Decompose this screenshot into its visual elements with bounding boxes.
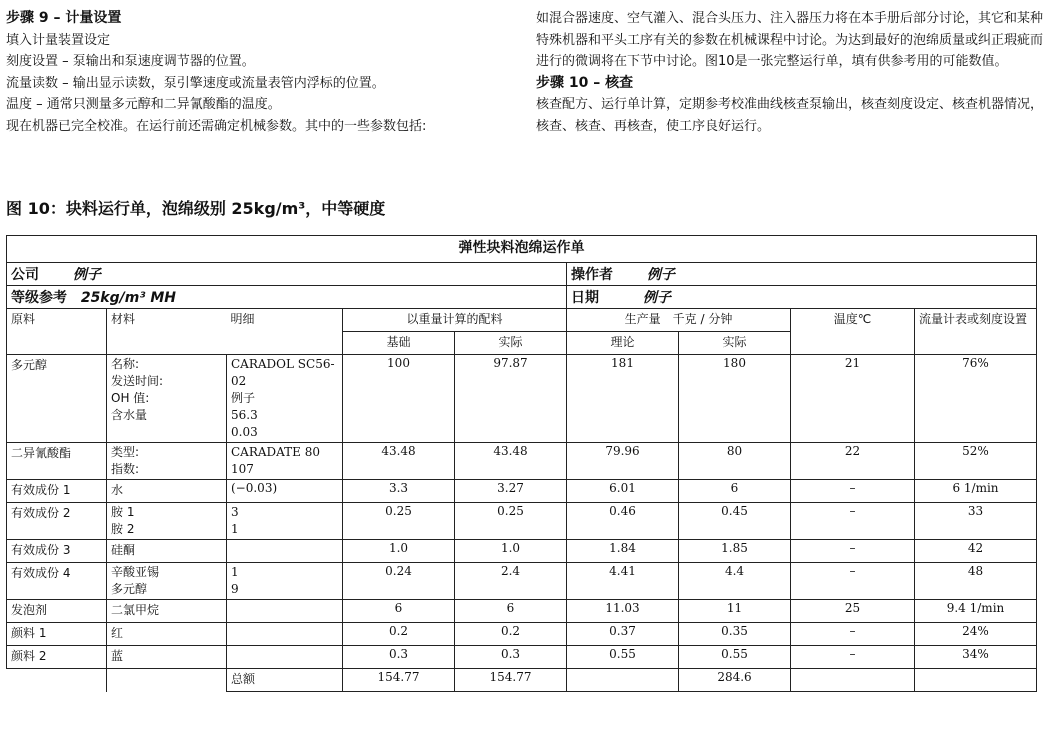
row-raw: 二异氰酸酯	[7, 443, 107, 480]
row-detail	[227, 443, 343, 480]
row-base: 6	[343, 600, 455, 623]
date-label: 日期	[571, 290, 599, 306]
row-detail	[227, 600, 343, 623]
row-actual: 97.87	[455, 355, 567, 443]
header-actual: 实际	[455, 332, 567, 355]
row-material	[107, 443, 227, 480]
date-cell	[567, 286, 1037, 309]
row-temp: –	[791, 646, 915, 669]
row-actual: 0.2	[455, 623, 567, 646]
row-actual-output: 1.85	[679, 540, 791, 563]
material-line: 多元醇	[111, 582, 148, 596]
row-material: 蓝	[107, 646, 227, 669]
left-line-2: 刻度设置 – 泵输出和泵速度调节器的位置。	[6, 54, 255, 69]
header-output: 生产量 千克 / 分钟	[567, 309, 791, 332]
row-actual-output: 0.35	[679, 623, 791, 646]
row-raw: 有效成份 1	[7, 480, 107, 503]
row-theory: 6.01	[567, 480, 679, 503]
row-theory: 1.84	[567, 540, 679, 563]
row-base: 0.24	[343, 563, 455, 600]
table-row	[7, 540, 1037, 563]
right-text-column	[536, 8, 1044, 137]
detail-line: 56.3	[231, 408, 258, 422]
row-flow: 42	[915, 540, 1037, 563]
sheet-title: 弹性块料泡绵运作单	[7, 236, 1037, 263]
left-line-1: 填入计量装置设定	[6, 32, 111, 48]
table-row	[7, 623, 1037, 646]
row-actual: 0.3	[455, 646, 567, 669]
detail-line: CARADOL SC56-02	[231, 357, 335, 388]
row-temp: –	[791, 563, 915, 600]
grade-value: 25kg/m³ MH	[80, 290, 176, 306]
table-row	[7, 480, 1037, 503]
row-raw: 有效成份 4	[7, 563, 107, 600]
row-flow: 33	[915, 503, 1037, 540]
row-detail	[227, 503, 343, 540]
row-temp: –	[791, 503, 915, 540]
table-row	[7, 355, 1037, 443]
row-flow: 9.4 1/min	[915, 600, 1037, 623]
header-temp: 温度℃	[791, 309, 915, 355]
row-flow: 6 1/min	[915, 480, 1037, 503]
run-sheet-table	[6, 235, 1037, 692]
row-actual-output: 80	[679, 443, 791, 480]
header-detail: 明细	[227, 309, 343, 355]
row-theory: 11.03	[567, 600, 679, 623]
total-label: 总额	[227, 669, 343, 692]
row-material: 硅酮	[107, 540, 227, 563]
table-row	[7, 443, 1037, 480]
row-actual-output: 0.45	[679, 503, 791, 540]
row-actual: 6	[455, 600, 567, 623]
row-temp: –	[791, 540, 915, 563]
material-line: 含水量	[111, 408, 148, 422]
row-detail	[227, 540, 343, 563]
grade-cell	[7, 286, 567, 309]
row-base: 0.2	[343, 623, 455, 646]
row-flow: 76%	[915, 355, 1037, 443]
table-row	[7, 503, 1037, 540]
header-raw: 原料	[7, 309, 107, 355]
row-detail	[227, 563, 343, 600]
operator-cell	[567, 263, 1037, 286]
row-actual: 0.25	[455, 503, 567, 540]
material-line: OH 值:	[111, 391, 150, 405]
row-actual: 43.48	[455, 443, 567, 480]
grade-label: 等级参考	[11, 290, 67, 306]
operator-value: 例子	[646, 267, 675, 283]
row-raw: 有效成份 2	[7, 503, 107, 540]
total-temp	[791, 669, 915, 692]
row-detail: (−0.03)	[227, 480, 343, 503]
row-theory: 0.37	[567, 623, 679, 646]
total-blank	[107, 669, 227, 692]
company-cell	[7, 263, 567, 286]
row-base: 0.25	[343, 503, 455, 540]
row-raw: 颜料 2	[7, 646, 107, 669]
material-line: 类型:	[111, 445, 140, 459]
row-actual-output: 6	[679, 480, 791, 503]
row-base: 43.48	[343, 443, 455, 480]
row-flow: 48	[915, 563, 1037, 600]
row-detail	[227, 355, 343, 443]
right-intro-paragraph: 如混合器速度、空气灌入、混合头压力、注入器压力将在本手册后部分讨论，其它和某种特殊机器和平头工序有关的参数在机械课程中讨论。为达到最好的泡绵质量或纠正瑕疵而进行的微调将在下节中讨论。图10是一张完整运行单，填有供参考用的可能数值。	[536, 11, 1044, 69]
row-theory: 4.41	[567, 563, 679, 600]
total-actual-output: 284.6	[679, 669, 791, 692]
header-formulation: 以重量计算的配料	[343, 309, 567, 332]
step9-heading: 步骤 9 – 计量设置	[6, 10, 122, 26]
company-value: 例子	[72, 267, 101, 283]
row-temp: 22	[791, 443, 915, 480]
total-flow	[915, 669, 1037, 692]
row-base: 3.3	[343, 480, 455, 503]
total-theory	[567, 669, 679, 692]
detail-line: 1	[231, 522, 239, 536]
detail-line: 0.03	[231, 425, 258, 439]
row-raw: 发泡剂	[7, 600, 107, 623]
total-row	[7, 669, 1037, 692]
row-temp: 21	[791, 355, 915, 443]
row-flow: 52%	[915, 443, 1037, 480]
operator-label: 操作者	[571, 267, 613, 283]
row-base: 1.0	[343, 540, 455, 563]
header-theory: 理论	[567, 332, 679, 355]
row-material	[107, 503, 227, 540]
table-row	[7, 563, 1037, 600]
total-actual: 154.77	[455, 669, 567, 692]
total-base: 154.77	[343, 669, 455, 692]
row-actual: 3.27	[455, 480, 567, 503]
row-detail	[227, 623, 343, 646]
row-actual-output: 180	[679, 355, 791, 443]
row-theory: 0.46	[567, 503, 679, 540]
row-detail	[227, 646, 343, 669]
row-theory: 0.55	[567, 646, 679, 669]
row-flow: 34%	[915, 646, 1037, 669]
row-material: 二氯甲烷	[107, 600, 227, 623]
row-material	[107, 355, 227, 443]
row-material: 水	[107, 480, 227, 503]
step10-heading: 步骤 10 – 核查	[536, 74, 634, 91]
left-line-3: 流量读数 – 输出显示读数，泵引擎速度或流量表管内浮标的位置。	[6, 75, 385, 91]
row-actual-output: 11	[679, 600, 791, 623]
detail-line: 9	[231, 582, 239, 596]
left-line-4: 温度 – 通常只测量多元醇和二异氰酸酯的温度。	[6, 97, 281, 112]
row-raw: 有效成份 3	[7, 540, 107, 563]
table-row	[7, 646, 1037, 669]
header-material: 材料	[107, 309, 227, 355]
material-line: 辛酸亚锡	[111, 565, 160, 579]
material-line: 名称:	[111, 357, 140, 371]
right-body-paragraph: 核查配方、运行单计算，定期参考校准曲线核查泵输出，核查刻度设定、核查机器情况，核查、核查、再核查，使工序良好运行。	[536, 97, 1044, 134]
date-value: 例子	[642, 290, 671, 306]
material-line: 指数:	[111, 462, 140, 476]
row-raw: 颜料 1	[7, 623, 107, 646]
row-base: 100	[343, 355, 455, 443]
header-base: 基础	[343, 332, 455, 355]
material-line: 胺 2	[111, 522, 135, 536]
row-actual-output: 4.4	[679, 563, 791, 600]
left-line-5: 现在机器已完全校准。在运行前还需确定机械参数。其中的一些参数包括:	[6, 118, 427, 134]
row-temp: 25	[791, 600, 915, 623]
header-actual-output: 实际	[679, 332, 791, 355]
row-raw: 多元醇	[7, 355, 107, 443]
total-blank	[7, 669, 107, 692]
detail-line: CARADATE 80	[231, 445, 321, 459]
row-temp: –	[791, 623, 915, 646]
row-material: 红	[107, 623, 227, 646]
header-flow: 流量计表或刻度设置	[915, 309, 1037, 355]
row-theory: 79.96	[567, 443, 679, 480]
detail-line: 1	[231, 565, 239, 579]
left-text-column	[6, 8, 506, 137]
row-theory: 181	[567, 355, 679, 443]
row-temp: –	[791, 480, 915, 503]
material-line: 胺 1	[111, 505, 135, 519]
table-row	[7, 600, 1037, 623]
company-label: 公司	[11, 267, 39, 283]
row-material	[107, 563, 227, 600]
row-actual: 1.0	[455, 540, 567, 563]
row-base: 0.3	[343, 646, 455, 669]
figure-caption: 图 10：块料运行单，泡绵级别 25kg/m³，中等硬度	[6, 199, 386, 218]
material-line: 发送时间:	[111, 374, 164, 388]
row-actual-output: 0.55	[679, 646, 791, 669]
detail-line: 例子	[231, 391, 256, 405]
row-flow: 24%	[915, 623, 1037, 646]
row-actual: 2.4	[455, 563, 567, 600]
detail-line: 3	[231, 505, 239, 519]
detail-line: 107	[231, 462, 254, 476]
